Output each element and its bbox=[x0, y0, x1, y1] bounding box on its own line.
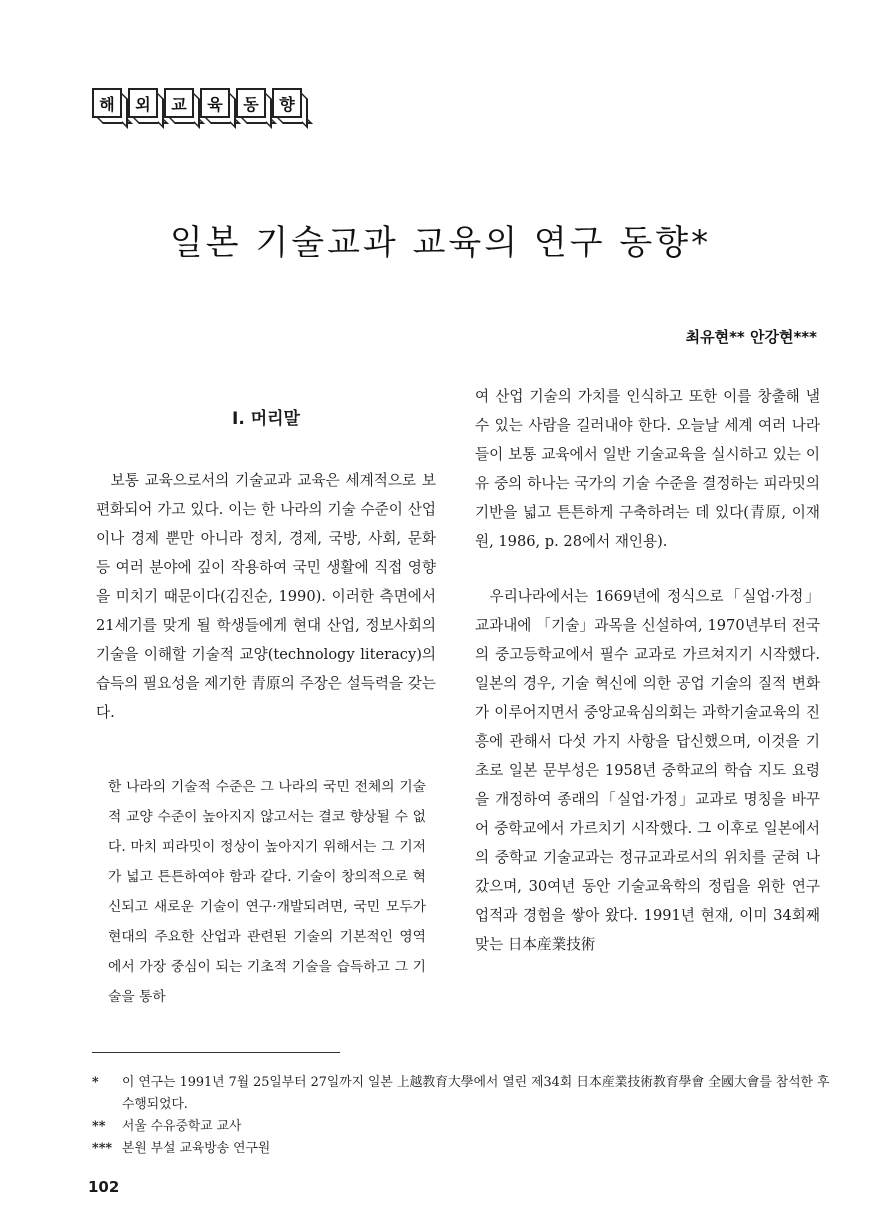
footnote-text: 서울 수유중학교 교사 bbox=[122, 1119, 242, 1134]
footnote bbox=[92, 1116, 832, 1138]
footnote bbox=[92, 1138, 832, 1160]
banner-char: 교 bbox=[171, 94, 187, 114]
footnote-mark: * bbox=[92, 1075, 99, 1090]
banner-char: 육 bbox=[207, 94, 223, 114]
article-authors: 최유현** 안강현*** bbox=[685, 328, 817, 346]
paragraph: 우리나라에서는 1669년에 정식으로「실업·가정」교과내에 「기술」과목을 신설하여, 1970년부터 전국의 중고등학교에서 필수 교과로 가르쳐지기 시작했다. 일본의 경우, 기술 혁신에 의한 공업 기술의 질적 변화가 이루어지면서 중앙교육심의회는 과학기술교육의 진흥에 관해서 다섯 가지 사항을 답신했으며, 이것을 기초로 일본 문부성은 1958년 중학교의 학습 지도 요령을 개정하여 종래의「실업·가정」교과로 명칭을 바꾸어 중학교에서 가르치기 시작했다. 그 이후로 일본에서의 중학교 기술교과는 정규교과로서의 위치를 굳혀 나갔으며, 30여년 동안 기술교육학의 정립을 위한 연구 업적과 경험을 쌓아 왔다. 1991년 현재, 이미 34회째 맞는 日本産業技術 bbox=[475, 588, 820, 953]
page-number: 102 bbox=[88, 1178, 120, 1196]
banner-block bbox=[200, 88, 230, 118]
banner-block bbox=[164, 88, 194, 118]
right-column bbox=[475, 382, 820, 959]
banner-block bbox=[272, 88, 302, 118]
banner-char: 향 bbox=[279, 94, 295, 114]
left-column bbox=[96, 405, 436, 727]
footnote-text: 본원 부설 교육방송 연구원 bbox=[122, 1141, 271, 1156]
block-quote: 한 나라의 기술적 수준은 그 나라의 국민 전체의 기술적 교양 수준이 높아지지 않고서는 결코 향상될 수 없다. 마치 피라밋이 정상이 높아지기 위해서는 그 기저가 넓고 튼튼하여야 함과 같다. 기술이 창의적으로 혁신되고 새로운 기술이 연구·개발되려면, 국민 모두가 현대의 주요한 산업과 관련된 기술의 기본적인 영역에서 가장 중심이 되는 기초적 기술을 습득하고 그 기술을 통하 bbox=[108, 779, 426, 1005]
section-banner bbox=[92, 88, 308, 128]
footnote-mark: *** bbox=[92, 1141, 113, 1156]
banner-char: 해 bbox=[99, 94, 115, 114]
banner-char: 외 bbox=[135, 94, 151, 114]
banner-block bbox=[236, 88, 266, 118]
section-heading: I. 머리말 bbox=[232, 409, 300, 429]
footnote-divider bbox=[92, 1052, 340, 1053]
footnotes bbox=[92, 1072, 832, 1160]
footnote-mark: ** bbox=[92, 1119, 106, 1134]
banner-char: 동 bbox=[243, 94, 259, 114]
paragraph: 여 산업 기술의 가치를 인식하고 또한 이를 창출해 낼 수 있는 사람을 길러내야 한다. 오늘날 세계 여러 나라들이 보통 교육에서 일반 기술교육을 실시하고 있는 이유 중의 하나는 국가의 기술 수준을 결정하는 피라밋의 기반을 넓고 튼튼하게 구축하려는 데 있다(青原, 이재원, 1986, p. 28에서 재인용). bbox=[475, 388, 820, 550]
footnote bbox=[92, 1072, 832, 1116]
paragraph: 보통 교육으로서의 기술교과 교육은 세계적으로 보편화되어 가고 있다. 이는 한 나라의 기술 수준이 산업이나 경제 뿐만 아니라 정치, 경제, 국방, 사회, 문화 등 여러 분야에 깊이 작용하여 국민 생활에 직접 영향을 미치기 때문이다(김진순, 1990). 이러한 측면에서 21세기를 맞게 될 학생들에게 현대 산업, 정보사회의 기술을 이해할 기술적 교양(technology literacy)의 습득의 필요성을 제기한 青原의 주장은 설득력을 갖는다. bbox=[96, 472, 436, 721]
article-title: 일본 기술교과 교육의 연구 동향* bbox=[169, 223, 712, 263]
banner-block bbox=[92, 88, 122, 118]
banner-block bbox=[128, 88, 158, 118]
footnote-text: 이 연구는 1991년 7월 25일부터 27일까지 일본 上越教育大學에서 열린 제34회 日本産業技術教育學會 全國大會를 참석한 후 수행되었다. bbox=[122, 1075, 830, 1112]
